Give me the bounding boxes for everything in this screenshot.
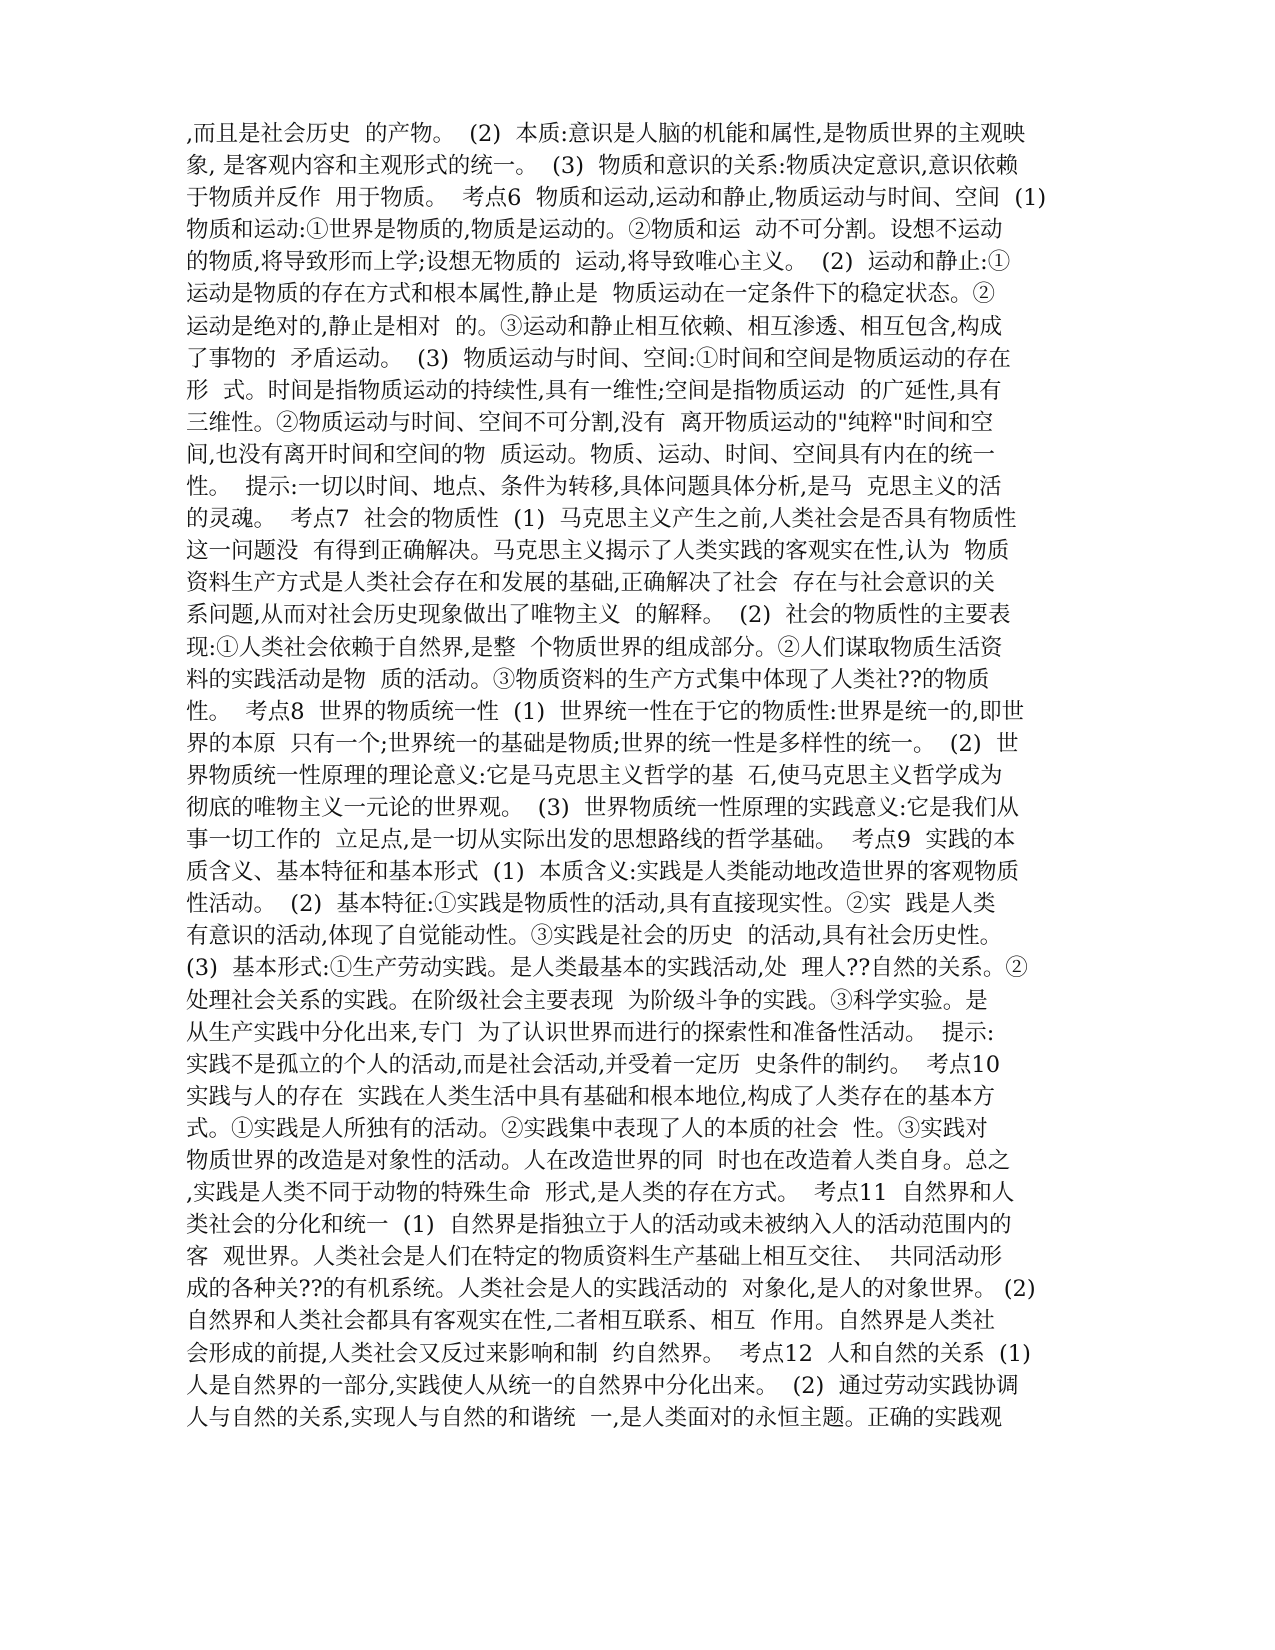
text-line: 物质世界的改造是对象性的活动。人在改造世界的同 时也在改造着人类自身。总之 xyxy=(186,1148,1011,1174)
text-line: (3) 基本形式:①生产劳动实践。是人类最基本的实践活动,处 理人??自然的关系。② xyxy=(186,955,1028,982)
text-line: 处理社会关系的实践。在阶级社会主要表现 为阶级斗争的实践。③科学实验。是 xyxy=(186,987,988,1014)
text-line: ,而且是社会历史 的产物。 (2) 本质:意识是人脑的机能和属性,是物质世界的主观映 xyxy=(186,121,1026,147)
text-line: 性。 考点8 世界的物质统一性 (1) 世界统一性在于它的物质性:世界是统一的,即世 xyxy=(186,698,1025,725)
text-line: 了事物的 矛盾运动。 (3) 物质运动与时间、空间:①时间和空间是物质运动的存在 xyxy=(186,345,1011,372)
text-line: 会形成的前提,人类社会又反过来影响和制 约自然界。 考点12 人和自然的关系 (1) xyxy=(186,1340,1031,1367)
text-line: 间,也没有离开时间和空间的物 质运动。物质、运动、时间、空间具有内在的统一 xyxy=(186,441,995,468)
text-line: 这一问题没 有得到正确解决。马克思主义揭示了人类实践的客观实在性,认为 物质 xyxy=(186,538,1010,565)
text-line: 的物质,将导致形而上学;设想无物质的 运动,将导致唯心主义。 (2) 运动和静止:① xyxy=(186,249,1011,276)
text-line: ,实践是人类不同于动物的特殊生命 形式,是人类的存在方式。 考点11 自然界和人 xyxy=(186,1180,1015,1207)
body-text xyxy=(186,118,1086,1434)
text-line: 性活动。 (2) 基本特征:①实践是物质性的活动,具有直接现实性。②实 践是人类 xyxy=(186,891,996,918)
text-line: 运动是物质的存在方式和根本属性,静止是 物质运动在一定条件下的稳定状态。② xyxy=(186,281,995,308)
text-line: 物质和运动:①世界是物质的,物质是运动的。②物质和运 动不可分割。设想不运动 xyxy=(186,217,1003,244)
text-line: 客 观世界。人类社会是人们在特定的物质资料生产基础上相互交往、 共同活动形 xyxy=(186,1244,1003,1271)
text-line: 成的各种关??的有机系统。人类社会是人的实践活动的 对象化,是人的对象世界。 (2) xyxy=(186,1276,1036,1303)
text-line: 人是自然界的一部分,实践使人从统一的自然界中分化出来。 (2) 通过劳动实践协调 xyxy=(186,1372,1019,1399)
text-line: 运动是绝对的,静止是相对 的。③运动和静止相互依赖、相互渗透、相互包含,构成 xyxy=(186,313,1003,340)
text-line: 三维性。②物质运动与时间、空间不可分割,没有 离开物质运动的"纯粹"时间和空 xyxy=(186,409,994,436)
text-line: 自然界和人类社会都具有客观实在性,二者相互联系、相互 作用。自然界是人类社 xyxy=(186,1308,995,1335)
text-line: 于物质并反作 用于物质。 考点6 物质和运动,运动和静止,物质运动与时间、空间 (1) xyxy=(186,185,1047,212)
text-line: 资料生产方式是人类社会存在和发展的基础,正确解决了社会 存在与社会意识的关 xyxy=(186,570,995,597)
text-line: 从生产实践中分化出来,专门 为了认识世界而进行的探索性和准备性活动。 提示: xyxy=(186,1019,995,1046)
text-line: 料的实践活动是物 质的活动。③物质资料的生产方式集中体现了人类社??的物质 xyxy=(186,666,990,693)
text-line: 现:①人类社会依赖于自然界,是整 个物质世界的组成部分。②人们谋取物质生活资 xyxy=(186,634,1003,661)
text-line: 象, 是客观内容和主观形式的统一。 (3) 物质和意识的关系:物质决定意识,意识依赖 xyxy=(186,153,1019,180)
text-line: 界物质统一性原理的理论意义:它是马克思主义哲学的基 石,使马克思主义哲学成为 xyxy=(186,762,1003,789)
text-line: 形 式。时间是指物质运动的持续性,具有一维性;空间是指物质运动 的广延性,具有 xyxy=(186,377,1002,404)
text-line: 式。①实践是人所独有的活动。②实践集中表现了人的本质的社会 性。③实践对 xyxy=(186,1115,988,1142)
text-line: 的灵魂。 考点7 社会的物质性 (1) 马克思主义产生之前,人类社会是否具有物质性 xyxy=(186,506,1017,533)
text-line: 事一切工作的 立足点,是一切从实际出发的思想路线的哲学基础。 考点9 实践的本 xyxy=(186,827,1016,854)
text-line: 质含义、基本特征和基本形式 (1) 本质含义:实践是人类能动地改造世界的客观物质 xyxy=(186,859,1020,886)
text-line: 性。 提示:一切以时间、地点、条件为转移,具体问题具体分析,是马 克思主义的活 xyxy=(186,474,1002,501)
text-line: 实践与人的存在 实践在人类生活中具有基础和根本地位,构成了人类存在的基本方 xyxy=(186,1083,995,1110)
text-line: 类社会的分化和统一 (1) 自然界是指独立于人的活动或未被纳入人的活动范围内的 xyxy=(186,1212,1012,1239)
text-line: 人与自然的关系,实现人与自然的和谐统 一,是人类面对的永恒主题。正确的实践观 xyxy=(186,1404,1003,1431)
text-line: 彻底的唯物主义一元论的世界观。 (3) 世界物质统一性原理的实践意义:它是我们从 xyxy=(186,794,1020,821)
text-line: 实践不是孤立的个人的活动,而是社会活动,并受着一定历 史条件的制约。 考点10 xyxy=(186,1051,1001,1078)
text-line: 有意识的活动,体现了自觉能动性。③实践是社会的历史 的活动,具有社会历史性。 xyxy=(186,923,1003,950)
text-line: 系问题,从而对社会历史现象做出了唯物主义 的解释。 (2) 社会的物质性的主要表 xyxy=(186,602,1011,629)
text-line: 界的本原 只有一个;世界统一的基础是物质;世界的统一性是多样性的统一。 (2) 世 xyxy=(186,730,1019,757)
